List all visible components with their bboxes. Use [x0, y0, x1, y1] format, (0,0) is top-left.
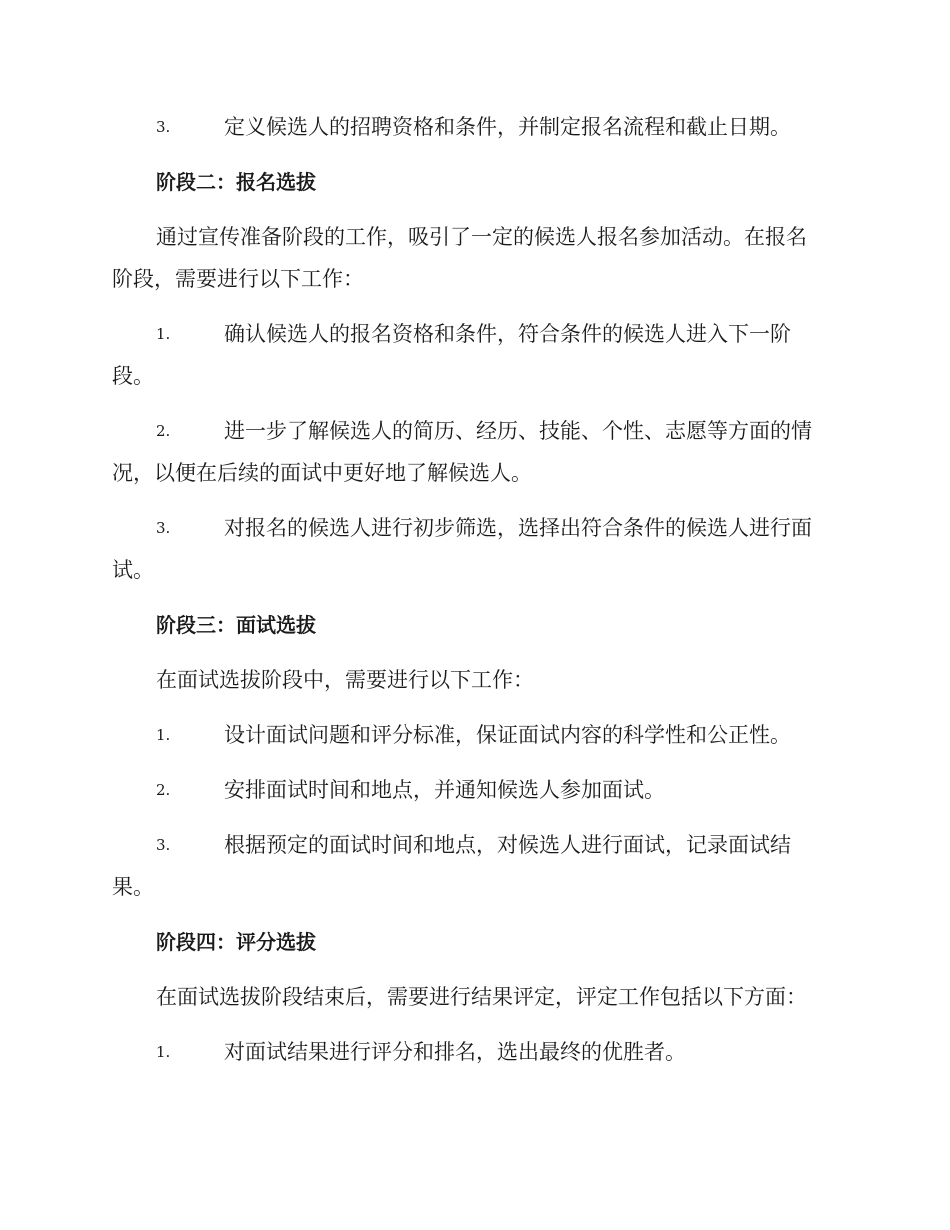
list-item-text: 确认候选人的报名资格和条件，符合条件的候选人进入下一阶 [224, 322, 791, 346]
list-item-text: 段。 [112, 364, 154, 388]
list-item-number: 3. [156, 519, 171, 537]
section-heading-text: 阶段四：评分选拔 [156, 930, 316, 954]
section-heading-text: 阶段二：报名选拔 [156, 170, 316, 194]
list-item-number: 3. [156, 118, 171, 136]
paragraph-text: 在面试选拔阶段结束后，需要进行结果评定，评定工作包括以下方面： [156, 985, 807, 1009]
list-item-text: 根据预定的面试时间和地点，对候选人进行面试，记录面试结 [224, 833, 791, 857]
list-item-number: 3. [156, 836, 171, 854]
list-item-text: 定义候选人的招聘资格和条件，并制定报名流程和截止日期。 [224, 115, 791, 139]
list-item-text: 安排面试时间和地点，并通知候选人参加面试。 [224, 778, 665, 802]
list-item-text: 试。 [112, 558, 154, 582]
list-item-text: 对面试结果进行评分和排名，选出最终的优胜者。 [224, 1040, 686, 1064]
paragraph-text: 在面试选拔阶段中，需要进行以下工作： [156, 668, 534, 692]
list-item-text: 进一步了解候选人的简历、经历、技能、个性、志愿等方面的情 [224, 419, 812, 443]
list-item-text: 设计面试问题和评分标准，保证面试内容的科学性和公正性。 [224, 723, 791, 747]
paragraph-text: 阶段，需要进行以下工作： [112, 267, 364, 291]
section-heading-text: 阶段三：面试选拔 [156, 613, 316, 637]
list-item-number: 1. [156, 1043, 171, 1061]
list-item-number: 2. [156, 781, 171, 799]
list-item-number: 1. [156, 726, 171, 744]
list-item-text: 果。 [112, 875, 154, 899]
list-item-text: 况，以便在后续的面试中更好地了解候选人。 [112, 461, 532, 485]
list-item-number: 2. [156, 422, 171, 440]
list-item-number: 1. [156, 325, 171, 343]
list-item-text: 对报名的候选人进行初步筛选，选择出符合条件的候选人进行面 [224, 516, 812, 540]
paragraph-text: 通过宣传准备阶段的工作，吸引了一定的候选人报名参加活动。在报名 [156, 225, 807, 249]
